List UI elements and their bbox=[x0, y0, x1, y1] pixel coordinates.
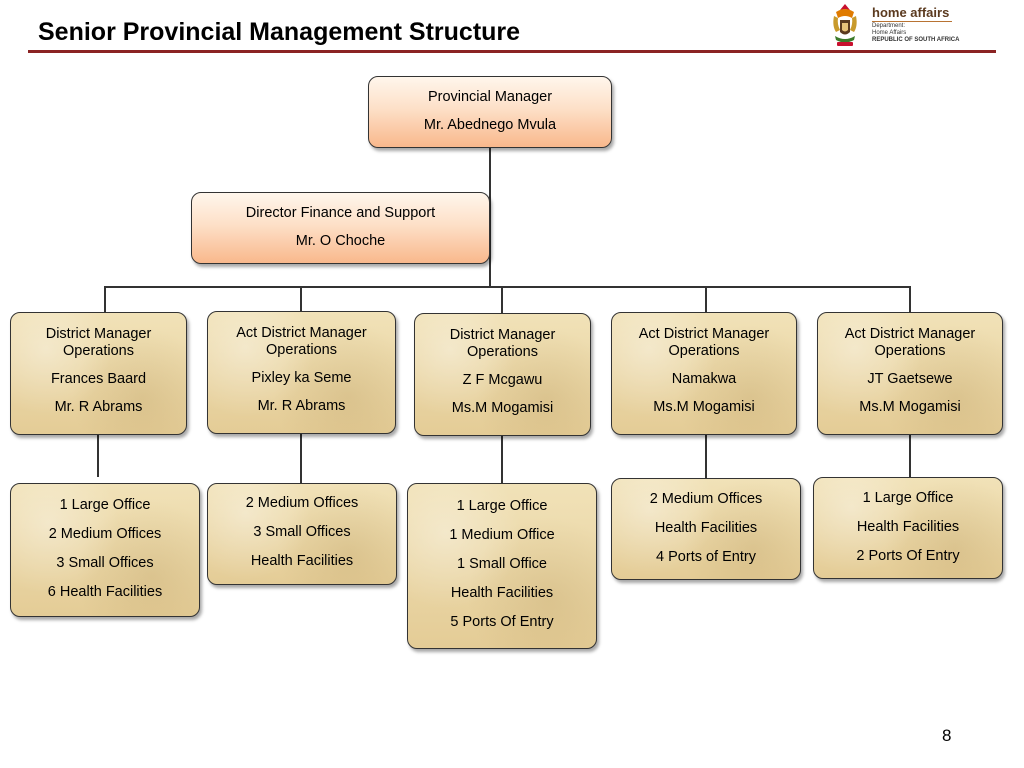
office-item: Health Facilities bbox=[250, 553, 354, 569]
district-offices-box bbox=[611, 478, 801, 580]
provincial-manager-box bbox=[368, 76, 612, 148]
office-item: 5 Ports Of Entry bbox=[450, 614, 554, 630]
district-offices-box bbox=[813, 477, 1003, 579]
office-item: 1 Large Office bbox=[862, 490, 954, 506]
office-item: Health Facilities bbox=[654, 520, 758, 536]
district-name: Namakwa bbox=[671, 371, 737, 387]
office-item: 3 Small Offices bbox=[56, 555, 154, 571]
person-name: Mr. R Abrams bbox=[257, 398, 346, 414]
district-manager-box bbox=[10, 312, 187, 435]
page-title: Senior Provincial Management Structure bbox=[38, 18, 521, 46]
role-label: Operations bbox=[668, 343, 740, 359]
role-label: Provincial Manager bbox=[427, 89, 553, 105]
logo-line: REPUBLIC OF SOUTH AFRICA bbox=[872, 37, 960, 43]
district-name: Frances Baard bbox=[50, 371, 147, 387]
office-item: 2 Ports Of Entry bbox=[856, 548, 960, 564]
district-name: JT Gaetsewe bbox=[867, 371, 953, 387]
role-label: Act District Manager bbox=[638, 326, 770, 342]
district-manager-box bbox=[817, 312, 1003, 435]
office-item: 4 Ports of Entry bbox=[656, 549, 756, 565]
office-item: 2 Medium Offices bbox=[649, 491, 763, 507]
role-label: Act District Manager bbox=[844, 326, 976, 342]
office-item: Health Facilities bbox=[450, 585, 554, 601]
title-divider bbox=[28, 50, 996, 53]
role-label: Operations bbox=[63, 343, 134, 359]
connector-line bbox=[104, 286, 106, 313]
connector-line bbox=[909, 433, 911, 478]
office-item: 2 Medium Offices bbox=[245, 495, 359, 511]
logo-line: Home Affairs bbox=[872, 30, 907, 36]
role-label: District Manager bbox=[449, 327, 556, 343]
home-affairs-logo bbox=[828, 2, 968, 48]
coat-of-arms-icon bbox=[830, 2, 860, 48]
logo-line: Department: bbox=[872, 23, 906, 29]
director-box bbox=[191, 192, 490, 264]
person-name: Ms.M Mogamisi bbox=[653, 399, 755, 415]
office-item: 1 Medium Office bbox=[449, 527, 555, 543]
role-label: Operations bbox=[874, 343, 946, 359]
connector-line bbox=[705, 433, 707, 479]
office-item: 2 Medium Offices bbox=[48, 526, 162, 542]
district-name: Z F Mcgawu bbox=[462, 372, 543, 388]
district-offices-box bbox=[207, 483, 397, 585]
person-name: Mr. Abednego Mvula bbox=[423, 117, 557, 133]
office-item: 1 Small Office bbox=[457, 556, 547, 572]
role-label: Act District Manager bbox=[236, 325, 367, 341]
district-offices-box bbox=[407, 483, 597, 649]
connector-line bbox=[705, 286, 707, 313]
district-offices-box bbox=[10, 483, 200, 617]
office-item: Health Facilities bbox=[856, 519, 960, 535]
district-manager-box bbox=[414, 313, 591, 436]
connector-line bbox=[300, 433, 302, 484]
connector-line bbox=[501, 435, 503, 483]
page-number: 8 bbox=[942, 726, 952, 745]
person-name: Ms.M Mogamisi bbox=[859, 399, 961, 415]
office-item: 1 Large Office bbox=[59, 497, 151, 513]
connector-line bbox=[300, 286, 302, 312]
person-name: Mr. R Abrams bbox=[54, 399, 143, 415]
connector-line bbox=[501, 286, 503, 314]
district-name: Pixley ka Seme bbox=[251, 370, 352, 386]
role-label: Director Finance and Support bbox=[245, 205, 436, 221]
role-label: District Manager bbox=[45, 326, 152, 342]
person-name: Mr. O Choche bbox=[295, 233, 386, 249]
role-label: Operations bbox=[467, 344, 538, 360]
role-label: Operations bbox=[266, 342, 337, 358]
office-item: 1 Large Office bbox=[456, 498, 548, 514]
logo-text: home affairs bbox=[872, 5, 950, 20]
person-name: Ms.M Mogamisi bbox=[451, 400, 554, 416]
logo-rule bbox=[872, 21, 952, 22]
connector-line bbox=[909, 286, 911, 313]
office-item: 6 Health Facilities bbox=[47, 584, 163, 600]
district-manager-box bbox=[611, 312, 797, 435]
district-manager-box bbox=[207, 311, 396, 434]
office-item: 3 Small Offices bbox=[253, 524, 351, 540]
connector-line bbox=[104, 286, 910, 288]
